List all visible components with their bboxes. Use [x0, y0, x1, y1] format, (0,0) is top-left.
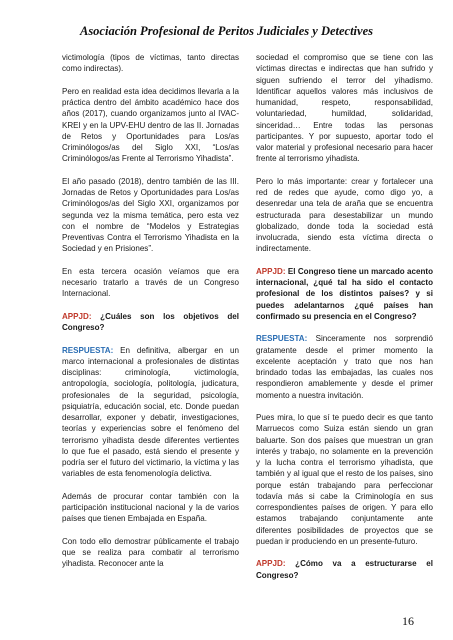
appjd-label: APPJD:	[256, 559, 286, 569]
question-text: El Congreso tiene un marcado acento internacional, ¿qué tal ha sido el contacto profesional de los distintos países? y si puedes adelantarnos ¿qué países han confirmado su presencia en el Congreso?	[256, 266, 433, 321]
paragraph: Pues mira, lo que sí te puedo decir es que tanto Marruecos como Suiza están siendo un gran baluarte. Son dos países que muestran un gran interés y trabajo, no solamente en la prevención y la lucha contra el terrorismo yihadista, que también y al igual que el resto de los países, sino porque están trabajando para perfeccionar todavía más si cabe la Criminología en sus correspondientes países de origen. Y para ello estamos trabajando conjuntamente ante diferentes posibilidades de proyectos que se puedan ir produciendo en un presente-futuro.	[256, 413, 433, 546]
answer-text: En definitiva, albergar en un marco internacional a profesionales de distintas disciplinas: criminología, victimología, antropología, sociología, politología, judicatura, profesionales de la seguridad, psicología, psiquiatría, educación social, etc. Donde puedan desarrollar, exponer y debatir, investigaciones, teorías y experiencias sobre el fenómeno del terrorismo yihadista desde diferentes vertientes lo que fue el pasado, está siendo el presente y podría ser el futuro del victimario, la víctima y las variables de esta fenomenología delictiva.	[62, 345, 239, 479]
paragraph: sociedad el compromiso que se tiene con las víctimas directas e indirectas que han sufrido y siguen sufriendo el terror del yihadismo. Identificar aquellos valores más inclusivos de humanidad, respeto, responsabilidad, voluntariedad, humildad, solidaridad, sinceridad… Entre todas las personas participantes. Y por supuesto, aportar todo el valor material y profesional necesario para hacer frente al terrorismo yihadista.	[256, 53, 433, 164]
question-text: ¿Cómo va a estructurarse el Congreso?	[256, 559, 433, 580]
appjd-label: APPJD:	[62, 311, 92, 321]
respuesta-label: RESPUESTA:	[62, 345, 114, 355]
paragraph: Pero lo más importante: crear y fortalecer una red de redes que ayude, como digo yo, a desenredar una tela de araña que se encuentra estructurada para desestabilizar un mundo globalizado, donde toda la sociedad está involucrada, siendo esta víctima directa o indirectamente.	[256, 176, 433, 254]
right-column	[256, 52, 433, 592]
paragraph: En esta tercera ocasión veíamos que era necesario tratarlo a través de un Congreso Internacional.	[62, 266, 239, 299]
paragraph: victimología (tipos de víctimas, tanto directas como indirectas).	[62, 53, 239, 74]
interview-answer	[256, 333, 433, 401]
paragraph: Con todo ello demostrar públicamente el trabajo que se realiza para combatir al terrorismo yihadista. Reconocer ante la	[62, 536, 239, 569]
interview-question	[256, 266, 433, 322]
page-number: 16	[402, 614, 414, 628]
paragraph: Además de procurar contar también con la participación institucional nacional y la de varios países que tienen Embajada en España.	[62, 491, 239, 524]
paragraph: El año pasado (2018), dentro también de las III. Jornadas de Retos y Oportunidades para Los/as Criminólogos/as del Siglo XXI, organizamos por segunda vez la misma temática, pero esta vez con el nombre de “Modelos y Estrategias Preventivas Contra el Terrorismo Yihadista en la Sociedad y en Prisiones”.	[62, 176, 239, 254]
page-header-title: Asociación Profesional de Peritos Judiciales y Detectives	[79, 24, 373, 38]
answer-text: Sinceramente nos sorprendió gratamente desde el primer momento la excelente aceptación y trato que nos han brindado todas las embajadas, las cuales nos respondieron amablemente y desde el primer momento a nuestra invitación.	[256, 334, 433, 400]
respuesta-label: RESPUESTA:	[256, 334, 308, 344]
interview-question	[256, 558, 433, 581]
left-column	[62, 52, 239, 581]
paragraph: Pero en realidad esta idea decidimos llevarla a la práctica dentro del ámbito académico hace dos años (2017), cuando organizamos junto al IVAC-KREI y en la UPV-EHU dentro de las II. Jornadas de Retos y Oportunidades para Los/as Criminólogos/as del Siglo XXI, “Los/as Criminólogos/as Frente al Terrorismo Yihadista”.	[62, 86, 239, 164]
appjd-label: APPJD:	[256, 266, 286, 276]
interview-question	[62, 311, 239, 334]
question-text: ¿Cuáles son los objetivos del Congreso?	[62, 311, 239, 332]
interview-answer	[62, 345, 239, 480]
